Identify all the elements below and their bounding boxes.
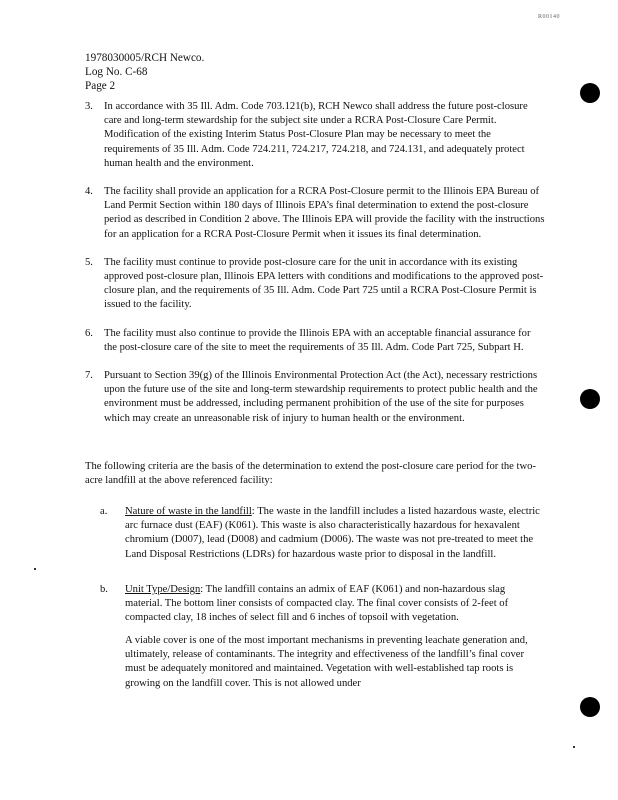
condition-list	[85, 100, 545, 440]
item-number: 3.	[85, 101, 93, 112]
item-text	[104, 369, 545, 426]
header-line-page: Page 2	[85, 80, 116, 92]
header-line-id: 1978030005/RCH Newco.	[85, 52, 205, 64]
item-text: The facility must continue to provide post-closure care for the unit in accordance with its existing approved post-closure plan, Illinois EPA letters with conditions and modifications to the approved post-closure plan, and the requirements of 35 Ill. Adm. Code Part 725 until a RCRA Post-Closure Permit is issued to the facility.	[104, 256, 544, 311]
punch-hole	[580, 83, 600, 103]
criteria-text	[125, 505, 545, 562]
item-number: 6.	[85, 327, 93, 339]
list-item	[85, 369, 545, 426]
item-text: The facility must also continue to provide the Illinois EPA with an acceptable financial assurance for the post-closure care of the site to meet the requirements of 35 Ill. Adm. Code Part 725, Subpart H.	[104, 327, 531, 353]
criteria-item-a	[100, 505, 545, 562]
criteria-letter: a.	[100, 506, 108, 517]
criteria-heading: Nature of waste in the landfill	[125, 506, 252, 517]
punch-hole	[580, 389, 600, 409]
item-text: In accordance with 35 Ill. Adm. Code 703.121(b), RCH Newco shall address the future post-closure care and long-term stewardship for the subject site under a RCRA Post-Closure Care Permit. Modification of the existing Interim Status Post-Closure Plan may be necessary to meet the requirements of 35 Ill. Adm. Code 724.211, 724.217, 724.218, and 724.131, and adequately protect human health and the environment.	[104, 101, 528, 169]
criteria-body: : The waste in the landfill includes a listed hazardous waste, electric arc furnace dust (EAF) (K061). This waste is also characteristically hazardous for hexavalent chromium (D007), lead (D008) and cadmium (D006). The waste was not pre-treated to meet the Land Disposal Restrictions (LDRs) for hazardous waste prior to disposal in the landfill.	[125, 506, 540, 560]
list-item	[85, 100, 545, 171]
item-number: 5.	[85, 256, 93, 268]
criteria-item-b	[100, 583, 545, 626]
criteria-body: : The landfill contains an admix of EAF (K061) and non-hazardous slag material. The bottom liner consists of compacted clay. The final cover consists of 2-feet of compacted clay, 18 inches of select fill and 6 inches of topsoil with vegetation.	[125, 584, 509, 624]
scan-speck	[573, 746, 575, 748]
criteria-heading: Unit Type/Design	[125, 584, 201, 595]
item-text-underlined: g	[203, 370, 209, 382]
list-item	[85, 256, 545, 313]
criteria-text	[125, 583, 545, 626]
cover-paragraph: A viable cover is one of the most important mechanisms in preventing leachate generation and, ultimately, release of contaminants. The integrity and effectiveness of the landfill’s final cover must be adequately monitored and maintained. Vegetation with well-established tap roots is growing on the landfill cover. This is not allowed under	[125, 635, 528, 689]
item-text-start: Pursuant to Section 39(	[104, 370, 204, 382]
item-number: 7.	[85, 370, 93, 382]
punch-hole	[580, 697, 600, 717]
list-item	[85, 185, 545, 242]
criteria-intro: The following criteria are the basis of the determination to extend the post-closure care period for the two-acre landfill at the above referenced facility:	[85, 461, 536, 487]
header-line-log: Log No. C-68	[85, 66, 148, 78]
page-stamp: R00140	[538, 14, 561, 20]
item-text-rest: ) of the Illinois Environmental Protection Act (the Act), necessary restrictions upon the future use of the site and long-term stewardship requirements to protect public health and the environment must be addressed, including permanent prohibition of the use of the site for purposes which may create an unreasonable risk of injury to human health or the environment.	[104, 370, 538, 424]
item-number: 4.	[85, 186, 93, 198]
letter-header	[85, 51, 204, 93]
scan-speck	[34, 568, 36, 570]
item-text: The facility shall provide an application for a RCRA Post-Closure permit to the Illinois EPA Bureau of Land Permit Section within 180 days of Illinois EPA’s final determination to extend the post-closure period as described in Condition 2 above. The Illinois EPA will provide the facility with the instructions for an application for a RCRA Post-Closure Permit when it issues its final determination.	[104, 186, 545, 240]
list-item	[85, 327, 545, 355]
criteria-letter: b.	[100, 584, 108, 595]
